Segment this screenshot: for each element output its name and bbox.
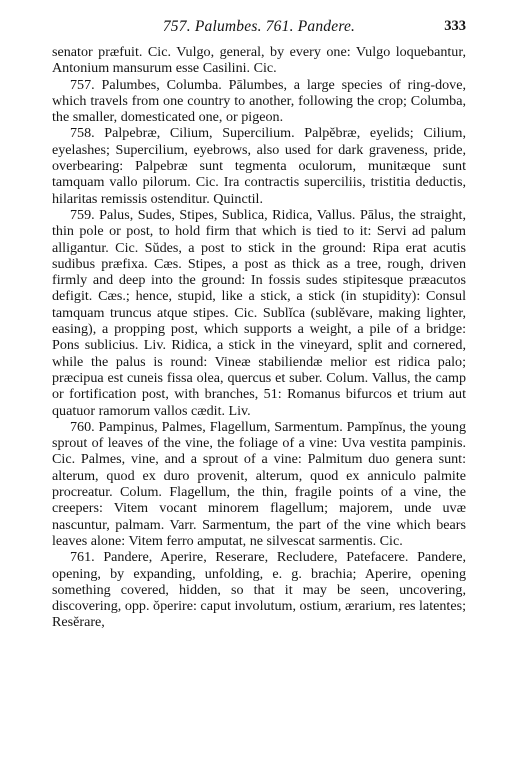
entry-760: 760. Pampinus, Palmes, Flagellum, Sarmentum. Pampĭnus, the young sprout of leaves of the vine, the foliage of a vine: Uva vestita pampinis. Cic. Palmes, vine, and a sprout of a vine: Palmitum duo genera sunt: alterum, quod ex duro provenit, alterum, quod ex anniculo palmite procreatur. Colum. Flagellum, the thin, fragile points of a vine, the creepers: Vitem vocant minorem flagellum; majorem, unde uvæ nascuntur, palmam. Varr. Sarmentum, the part of the vine which bears leaves alone: Vitem ferro amputat, ne silvescat sarmentis. Cic. [52, 418, 466, 549]
entry-757: 757. Palumbes, Columba. Pālumbes, a large species of ring-dove, which travels from one country to another, following the crop; Columba, the smaller, domesticated one, or pigeon. [52, 76, 466, 126]
entry-761: 761. Pandere, Aperire, Reserare, Recludere, Patefacere. Pandere, opening, by expanding, unfolding, e. g. brachia; Aperire, opening something covered, hidden, so that it may be seen, uncovering, discovering, opp. ŏperire: caput involutum, ostium, ærarium, res latentes; Resĕrare, [52, 549, 466, 631]
running-header [52, 14, 466, 44]
page-body [52, 44, 466, 631]
entry-continuation: senator præfuit. Cic. Vulgo, general, by every one: Vulgo loquebantur, Antonium mansurum esse Casilini. Cic. [52, 44, 466, 77]
entry-758: 758. Palpebræ, Cilium, Supercilium. Palpĕbræ, eyelids; Cilium, eyelashes; Supercilium, eyebrows, also used for dark graveness, pride, overbearing: Palpebræ sunt tegmenta oculorum, munitæque sunt tamquam vallo pilorum. Cic. Ira contractis superciliis, tristitia deductis, hilaritas remissis ostenditur. Quinctil. [52, 125, 466, 207]
page-number: 333 [444, 18, 466, 34]
book-page [52, 14, 466, 631]
entry-759: 759. Palus, Sudes, Stipes, Sublica, Ridica, Vallus. Pālus, the straight, thin pole or post, to hold firm that which is tied to it: Servi ad palum alligantur. Cic. Sŭdes, a post to stick in the ground: Ripa erat acutis sudibus præfixa. Cæs. Stipes, a post as thick as a tree, rough, driven firmly and deep into the ground: In fossis sudes stipitesque præacutos defigit. Cæs.; hence, stupid, like a stick, a stick (in stupidity): Consul tamquam truncus atque stipes. Cic. Sublĭca (sublĕvare, making lighter, easing), a propping post, which supports a weight, a pile of a bridge: Pons sublicius. Liv. Ridica, a stick in the vineyard, split and cornered, while the palus is round: Vineæ stabiliendæ melior est ridica palo; præcipua est cuneis fissa olea, quercus et suber. Colum. Vallus, the camp or fortification post, with branches, 51: Romanus bifurcos et trium aut quatuor ramorum vallos cædit. Liv. [52, 206, 466, 419]
running-title: 757. Palumbes. 761. Pandere. [162, 18, 356, 35]
